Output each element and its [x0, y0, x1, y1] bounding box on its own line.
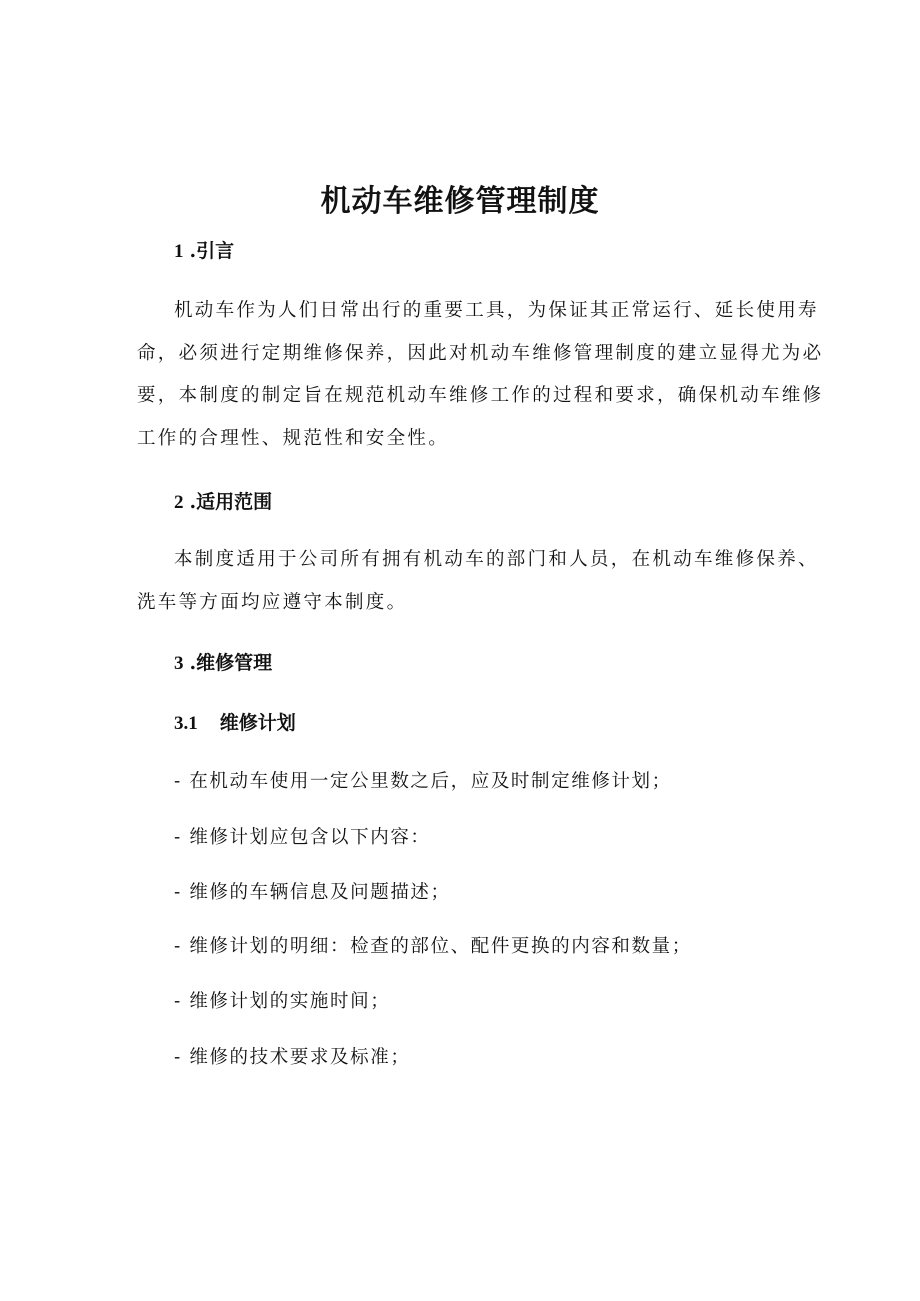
document-title: 机动车维修管理制度 — [320, 184, 600, 219]
introduction-paragraph — [137, 290, 824, 460]
list-item: - 维修的技术要求及标准； — [174, 1047, 411, 1068]
paragraph-line: 工作的合理性、规范性和安全性。 — [137, 427, 450, 449]
section-number: 1 — [174, 241, 184, 262]
subsection-heading-text: 维修计划 — [219, 712, 296, 734]
paragraph-line: 要，本制度的制定旨在规范机动车维修工作的过程和要求，确保机动车维修 — [137, 385, 824, 406]
section-number: 2 — [174, 492, 184, 513]
section-heading-introduction — [174, 236, 234, 263]
list-item: - 维修计划应包含以下内容： — [174, 827, 431, 848]
subsection-heading-maintenance-plan — [174, 708, 296, 735]
list-item: - 维修计划的实施时间； — [174, 991, 391, 1012]
paragraph-line: 洗车等方面均应遵守本制度。 — [137, 591, 408, 613]
subsection-number: 3.1 — [174, 713, 198, 734]
list-item: - 维修的车辆信息及问题描述； — [174, 882, 451, 903]
section-heading-text: .适用范围 — [189, 491, 273, 513]
paragraph-line: 命，必须进行定期维修保养，因此对机动车维修管理制度的建立显得尤为必 — [137, 342, 824, 364]
section-heading-maintenance-management — [174, 648, 272, 675]
section-number: 3 — [174, 653, 184, 674]
section-heading-text: .维修管理 — [189, 652, 273, 674]
scope-paragraph — [137, 539, 819, 624]
paragraph-line: 机动车作为人们日常出行的重要工具，为保证其正常运行、延长使用寿 — [174, 300, 819, 321]
section-heading-scope — [174, 487, 272, 514]
section-heading-text: .引言 — [189, 240, 235, 262]
paragraph-line: 本制度适用于公司所有拥有机动车的部门和人员，在机动车维修保养、 — [174, 549, 819, 570]
list-item: - 维修计划的明细：检查的部位、配件更换的内容和数量； — [174, 936, 692, 957]
list-item: - 在机动车使用一定公里数之后，应及时制定维修计划； — [174, 771, 672, 792]
